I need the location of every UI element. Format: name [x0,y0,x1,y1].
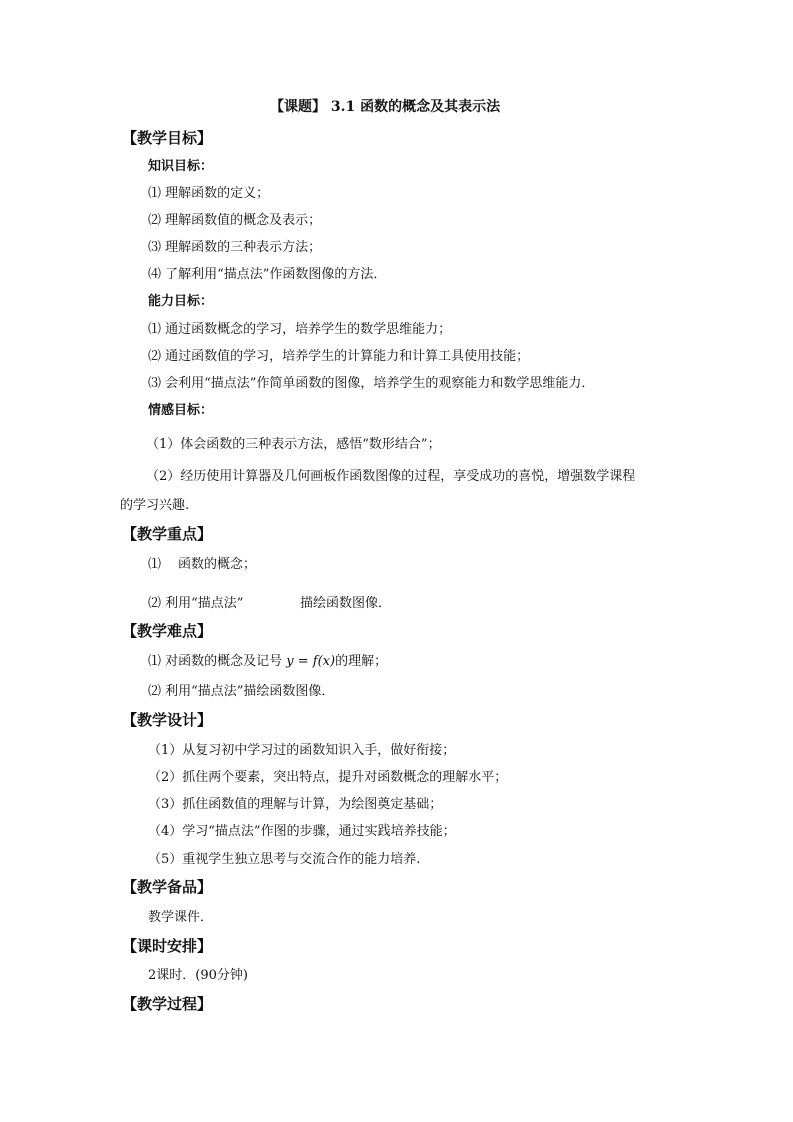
emotion-item-continuation: 的学习兴趣. [120,498,190,513]
knowledge-item: ⑵ 理解函数值的概念及表示； [148,213,322,228]
function-notation: y = f(x) [286,654,336,669]
knowledge-objectives-label: 知识目标： [148,159,214,174]
ability-item: ⑴ 通过函数概念的学习，培养学生的数学思维能力； [148,322,452,337]
heading-process: 【教学过程】 [122,995,213,1013]
difficulty-text: ⑴ 对函数的概念及记号 [148,654,283,669]
heading-design: 【教学设计】 [122,711,213,729]
key-point-number: ⑴ [148,557,162,572]
knowledge-item: ⑷ 了解利用“描点法”作函数图像的方法． [148,267,387,282]
difficulty-text: 的理解； [335,654,388,669]
materials-text: 教学课件． [148,910,214,925]
emotion-item: （2）经历使用计算器及几何画板作函数图像的过程，享受成功的喜悦，增强数学课程 [146,469,636,484]
emotion-item: （1）体会函数的三种表示方法，感悟“数形结合”； [146,437,441,452]
knowledge-item: ⑴ 理解函数的定义； [148,186,270,201]
difficulty-item: ⑵ 利用“描点法”描绘函数图像． [148,684,335,699]
knowledge-item: ⑶ 理解函数的三种表示方法； [148,240,322,255]
difficulty-item [148,653,387,671]
ability-item: ⑵ 通过函数值的学习，培养学生的计算能力和计算工具使用技能； [148,349,530,364]
lesson-title: 【课题】 3.1 函数的概念及其表示法 [270,99,501,115]
ability-objectives-label: 能力目标： [148,294,214,309]
design-item: （1）从复习初中学习过的函数知识入手，做好衔接； [148,743,456,758]
heading-materials: 【教学备品】 [122,878,213,896]
design-item: （5）重视学生独立思考与交流合作的能力培养. [148,852,421,867]
key-point-item-continuation: 描绘函数图像． [300,596,392,611]
heading-schedule: 【课时安排】 [122,937,213,955]
emotion-objectives-label: 情感目标： [148,403,214,418]
heading-objectives: 【教学目标】 [122,129,213,147]
heading-difficulties: 【教学难点】 [122,622,213,640]
ability-item: ⑶ 会利用“描点法”作简单函数的图像，培养学生的观察能力和数学思维能力． [148,376,595,391]
heading-key-points: 【教学重点】 [122,525,213,543]
key-point-item: ⑵ 利用“描点法” [148,596,244,611]
design-item: （3）抓住函数值的理解与计算，为绘图奠定基础； [148,797,443,812]
design-item: （4）学习“描点法”作图的步骤，通过实践培养技能； [148,824,456,839]
key-point-item: 函数的概念； [178,557,257,572]
design-item: （2）抓住两个要素，突出特点，提升对函数概念的理解水平； [148,770,508,785]
schedule-text: 2课时．(90分钟) [148,968,248,983]
